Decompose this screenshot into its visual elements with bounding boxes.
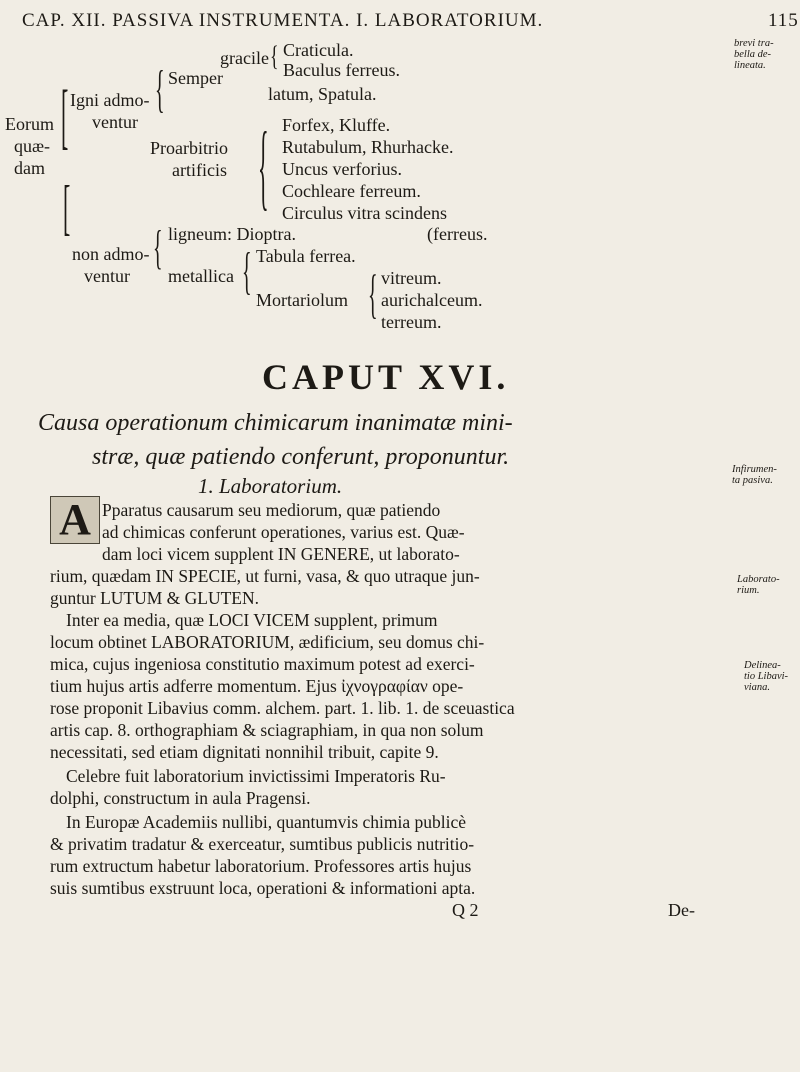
proarbitrio-label: Proarbitrio: [150, 138, 228, 158]
ligneum-label: ligneum: Dioptra.: [168, 224, 296, 244]
brace-semper: {: [155, 62, 165, 120]
body-line: rium, quædam IN SPECIE, ut furni, vasa, & quo utraque jun-: [50, 566, 480, 586]
margin-note-delineatio-3: viana.: [744, 682, 770, 693]
margin-note-delineatio-2: tio Libavi-: [744, 671, 789, 682]
branch-a-line2: ventur: [92, 112, 138, 132]
brace-tools: {: [258, 110, 269, 220]
tool-1: Forfex, Kluffe.: [282, 115, 391, 135]
margin-note-instrumenta-1: Infirumen-: [732, 464, 777, 475]
craticula-label: Craticula.: [283, 40, 354, 60]
brace-non-admoventur: {: [153, 222, 163, 275]
page-number: 115: [768, 10, 799, 31]
body-line: dam loci vicem supplent IN GENERE, ut laborato-: [102, 544, 460, 564]
body-line: & privatim tradatur & exerceatur, sumtibus publicis nutritio-: [50, 834, 475, 854]
brace-gracile: {: [270, 40, 279, 72]
mortar-type-1: vitreum.: [381, 268, 442, 288]
tool-4: Cochleare ferreum.: [282, 181, 421, 201]
margin-note-top-1: brevi tra-: [734, 38, 774, 49]
branch-a-line1: Igni admo-: [70, 90, 150, 110]
chapter-heading: CAPUT XVI.: [262, 357, 510, 397]
mortar-type-3: terreum.: [381, 312, 442, 332]
body-line: Inter ea media, quæ LOCI VICEM supplent, primum: [66, 610, 438, 630]
metallica-label: metallica: [168, 266, 234, 286]
margin-note-top-2: bella de-: [734, 49, 772, 60]
gracile-label: gracile: [220, 48, 269, 68]
brace-main-b: [: [63, 172, 71, 242]
baculus-label: Baculus ferreus.: [283, 60, 400, 80]
body-line: Pparatus causarum seu mediorum, quæ patiendo: [102, 500, 441, 520]
signature-mark: Q 2: [452, 900, 479, 920]
margin-note-laboratorium-2: rium.: [737, 585, 760, 596]
margin-note-delineatio-1: Delinea-: [744, 660, 781, 671]
body-line: locum obtinet LABORATORIUM, ædificium, seu domus chi-: [50, 632, 485, 652]
running-head-text: CAP. XII. PASSIVA INSTRUMENTA. I. LABORATORIUM.: [22, 10, 544, 31]
body-line: suis sumtibus exstruunt loca, operationi & informationi apta.: [50, 878, 476, 898]
root-label-1: Eorum: [5, 114, 54, 134]
running-head: [22, 10, 799, 32]
tool-3: Uncus verforius.: [282, 159, 402, 179]
chapter-title-line2: stræ, quæ patiendo conferunt, proponuntur.: [92, 444, 510, 470]
ferreus-label: (ferreus.: [427, 224, 488, 244]
root-label-3: dam: [14, 158, 45, 178]
brace-metallica: {: [242, 244, 252, 302]
chapter-title-line1: Causa operationum chimicarum inanimatæ mini-: [38, 410, 513, 436]
margin-note-top: [734, 38, 774, 71]
body-line: In Europæ Academiis nullibi, quantumvis chimia publicè: [66, 812, 467, 832]
body-line: rose proponit Libavius comm. alchem. part. 1. lib. 1. de sceuastica: [50, 698, 515, 718]
tabula-label: Tabula ferrea.: [256, 246, 356, 266]
margin-note-top-3: lineata.: [734, 60, 766, 71]
body-line: Celebre fuit laboratorium invictissimi Imperatoris Ru-: [66, 766, 446, 786]
branch-b-line1: non admo-: [72, 244, 150, 264]
body-line: rum extructum habetur laboratorium. Professores artis hujus: [50, 856, 472, 876]
tool-5: Circulus vitra scindens: [282, 203, 447, 223]
margin-note-delineatio: [744, 660, 788, 693]
margin-note-laboratorium-1: Laborato-: [737, 574, 780, 585]
body-line: artis cap. 8. orthographiam & sciagraphiam, in qua non solum: [50, 720, 484, 740]
catchword: De-: [668, 900, 695, 920]
semper-label: Semper: [168, 68, 223, 88]
brace-mortariolum: {: [368, 266, 378, 326]
margin-note-instrumenta: [732, 464, 777, 486]
body-line: tium hujus artis adferre momentum. Ejus ἰχνογραφίαν ope-: [50, 676, 464, 696]
body-line: ad chimicas conferunt operationes, varius est. Quæ-: [102, 522, 465, 542]
margin-note-laboratorium: [737, 574, 780, 596]
body-line: mica, cujus ingeniosa constitutio maximum potest ad exerci-: [50, 654, 475, 674]
section-heading: 1. Laboratorium.: [198, 474, 343, 498]
artificis-label: artificis: [172, 160, 227, 180]
mortariolum-label: Mortariolum: [256, 290, 348, 310]
mortar-type-2: aurichalceum.: [381, 290, 483, 310]
root-label-2: quæ-: [14, 136, 50, 156]
tool-2: Rutabulum, Rhurhacke.: [282, 137, 454, 157]
body-line: dolphi, constructum in aula Pragensi.: [50, 788, 311, 808]
margin-note-instrumenta-2: ta pasiva.: [732, 475, 773, 486]
body-line: guntur LUTUM & GLUTEN.: [50, 588, 260, 608]
latum-label: latum, Spatula.: [268, 84, 377, 104]
branch-b-line2: ventur: [84, 266, 130, 286]
brace-main-a: [: [61, 74, 69, 157]
body-line: necessitati, sed etiam dignitati nonnihil tribuit, capite 9.: [50, 742, 439, 762]
drop-cap: A: [50, 496, 100, 544]
